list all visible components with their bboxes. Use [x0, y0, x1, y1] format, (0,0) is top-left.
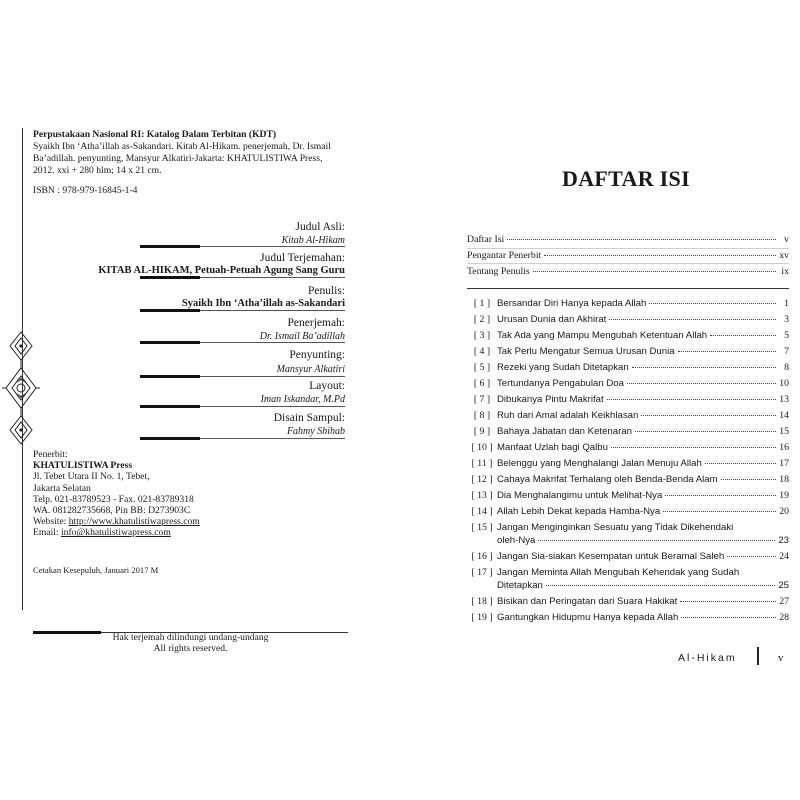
publisher-address: Jl. Tebet Utara II No. 1, Tebet,	[33, 471, 150, 483]
email-label: Email:	[33, 527, 61, 539]
toc-entry-text: Gantungkan Hidupmu Hanya kepada Allah	[497, 612, 679, 623]
publisher-address: Jakarta Selatan	[33, 482, 91, 494]
ornament-icon	[2, 328, 40, 448]
credit-value-layout: Iman Iskandar, M.Pd	[260, 394, 345, 405]
edition-note: Cetakan Kesepuluh, Januari 2017 M	[33, 565, 159, 575]
credit-value-cover-design: Fahmy Shihab	[286, 426, 345, 437]
toc-leader	[663, 511, 776, 512]
toc-entry-text: Pengantar Penerbit	[467, 250, 542, 261]
toc-chapter-number: [ 16 ]	[471, 551, 493, 562]
toc-entry-text: Dia Menghalangimu untuk Melihat-Nya	[497, 490, 663, 501]
toc-entry-text: Bisikan dan Peringatan dari Suara Hakikat	[497, 596, 678, 607]
toc-chapter-number: [ 13 ]	[471, 490, 493, 501]
toc-chapter-number: [ 10 ]	[471, 442, 493, 453]
toc-leader	[544, 255, 776, 256]
toc-chapter-row[interactable]	[467, 314, 789, 325]
toc-entry-text: Allah Lebih Dekat kepada Hamba-Nya	[497, 506, 661, 517]
toc-leader	[538, 540, 775, 541]
credit-value-original-title: Kitab Al-Hikam	[281, 235, 345, 246]
toc-page-number: 10	[779, 378, 789, 389]
toc-page-number: 20	[779, 506, 789, 517]
toc-entry-text: Tentang Penulis	[467, 266, 530, 277]
rights-line: Hak terjemah dilindungi undang-undang	[112, 632, 269, 643]
kdt-line: Syaikh Ibn ‘Atha’illah as-Sakandari. Kitab Al-Hikam. penerjemah, Dr. Ismail	[33, 141, 331, 152]
isbn: ISBN : 978-979-16845-1-4	[33, 185, 138, 196]
page-title: DAFTAR ISI	[562, 166, 690, 191]
toc-leader	[665, 495, 776, 496]
publisher-label: Penerbit:	[33, 449, 68, 460]
toc-leader	[507, 239, 776, 240]
toc-chapter-row[interactable]	[467, 410, 789, 421]
toc-chapter-number: [ 9 ]	[473, 426, 491, 437]
toc-page-number: ix	[781, 266, 789, 277]
toc-chapter-row[interactable]	[467, 474, 789, 485]
toc-leader	[705, 463, 776, 464]
toc-chapter-number: [ 5 ]	[473, 362, 491, 373]
toc-leader	[627, 383, 776, 384]
toc-chapter-row[interactable]	[467, 522, 789, 533]
toc-leader	[632, 367, 776, 368]
toc-leader	[681, 617, 776, 618]
toc-entry-text: Tertundanya Pengabulan Doa	[497, 378, 624, 389]
running-footer-title: Al-Hikam	[678, 652, 737, 664]
credit-label-translated-title: Judul Terjemahan:	[260, 252, 345, 264]
toc-entry-text-cont: oleh-Nya	[497, 535, 536, 546]
email-link[interactable]: info@khatulistiwapress.com	[60, 527, 171, 539]
footer-page-number: v	[778, 652, 784, 664]
credit-value-editor: Mansyur Alkatiri	[276, 364, 345, 375]
toc-page-number: 15	[779, 426, 789, 437]
toc-entry-text: Cahaya Makrifat Terhalang oleh Benda-Benda Alam	[497, 474, 718, 485]
website-link[interactable]: http://www.khatulistiwapress.com	[68, 516, 200, 528]
rights-line: All rights reserved.	[153, 642, 228, 654]
toc-page-number: 16	[779, 442, 789, 453]
toc-entry-text: Jangan Sia-siakan Kesempatan untuk Beramal Saleh	[497, 551, 725, 562]
toc-chapter-number: [ 14 ]	[471, 506, 493, 517]
toc-chapter-row[interactable]	[467, 298, 789, 309]
publisher-wa: WA. 081282735668, Pin BB: D273903C	[33, 505, 191, 517]
toc-page-number: 8	[784, 362, 789, 373]
toc-page-number: 18	[779, 474, 789, 485]
credit-label-cover-design: Disain Sampul:	[273, 412, 345, 424]
toc-leader	[609, 319, 776, 320]
copyright-notice	[33, 633, 348, 654]
toc-entry-text: Belenggu yang Menghalangi Jalan Menuju Allah	[497, 458, 702, 469]
toc-separator	[467, 263, 789, 264]
toc-chapter-number: [ 11 ]	[471, 458, 493, 469]
toc-leader	[611, 447, 776, 448]
toc-leader	[678, 351, 776, 352]
toc-chapter-row[interactable]	[467, 378, 789, 389]
credit-label-layout: Layout:	[309, 380, 345, 392]
toc-chapter-number: [ 18 ]	[471, 596, 493, 607]
toc-page-number: 14	[779, 410, 789, 421]
toc-leader	[727, 556, 776, 557]
toc-chapter-number: [ 3 ]	[473, 330, 491, 341]
credit-label-author: Penulis:	[307, 285, 345, 297]
toc-chapter-row[interactable]	[467, 330, 789, 341]
kdt-line: Ba’adillah. penyunting, Mansyur Alkatiri-Jakarta: KHATULISTIWA Press,	[33, 153, 323, 165]
publisher-website	[33, 516, 353, 527]
toc-chapter-number: [ 1 ]	[473, 298, 491, 309]
toc-front-row[interactable]	[467, 250, 789, 261]
toc-page-number: 28	[779, 612, 789, 623]
toc-section-divider	[467, 288, 789, 289]
toc-page-number: 5	[784, 330, 789, 341]
kdt-line: 2012. xxi + 280 hlm; 14 x 21 cm.	[33, 165, 162, 177]
toc-chapter-row[interactable]	[467, 458, 789, 469]
toc-chapter-number: [ 17 ]	[471, 567, 493, 578]
credit-divider-accent	[140, 437, 200, 440]
kdt-description	[33, 141, 363, 178]
toc-page-number: 17	[779, 458, 789, 469]
toc-page-number: 3	[784, 314, 789, 325]
toc-chapter-number: [ 19 ]	[471, 612, 493, 623]
toc-leader	[546, 585, 775, 586]
toc-page-number: 27	[779, 596, 789, 607]
credit-value-author: Syaikh Ibn ‘Atha’illah as-Sakandari	[181, 298, 345, 309]
toc-page-number: 13	[779, 394, 789, 405]
toc-entry-text: Rezeki yang Sudah Ditetapkan	[497, 362, 629, 373]
toc-chapter-row[interactable]	[467, 394, 789, 405]
toc-chapter-row[interactable]	[467, 442, 789, 453]
credit-divider-accent	[140, 375, 200, 378]
toc-chapter-row[interactable]	[467, 596, 789, 607]
footer-divider	[757, 647, 759, 665]
toc-chapter-number: [ 8 ]	[473, 410, 491, 421]
toc-page-number: 7	[784, 346, 789, 357]
toc-chapter-row[interactable]	[467, 567, 789, 578]
toc-entry-text: Bahaya Jabatan dan Ketenaran	[497, 426, 632, 437]
toc-chapter-number: [ 4 ]	[473, 346, 491, 357]
toc-entry-text: Dibukanya Pintu Makrifat	[497, 394, 604, 405]
toc-leader	[641, 415, 776, 416]
publisher-name: KHATULISTIWA Press	[33, 460, 133, 472]
toc-page-number: v	[784, 234, 789, 245]
toc-leader	[533, 271, 776, 272]
publisher-phone: Telp. 021-83789523 - Fax. 021-83789318	[33, 493, 194, 505]
toc-leader	[710, 335, 776, 336]
toc-leader	[635, 431, 776, 432]
toc-leader	[721, 479, 776, 480]
toc-entry-text: Tak Perlu Mengatur Semua Urusan Dunia	[497, 346, 675, 357]
toc-entry-text: Urusan Dunia dan Akhirat	[497, 314, 607, 325]
toc-chapter-row[interactable]	[467, 362, 789, 373]
toc-chapter-number: [ 7 ]	[473, 394, 491, 405]
website-label: Website:	[33, 516, 69, 528]
toc-page-number: 23	[778, 535, 789, 546]
toc-entry-text: Jangan Menginginkan Sesuatu yang Tidak Dikehendaki	[497, 522, 734, 533]
toc-entry-text-cont: Ditetapkan	[497, 580, 543, 591]
toc-entry-text: Ruh dari Amal adalah Keikhlasan	[497, 410, 639, 421]
credit-divider-accent	[140, 341, 200, 344]
credit-value-translator: Dr. Ismail Ba’adillah	[259, 331, 345, 342]
toc-separator	[467, 248, 789, 249]
toc-chapter-row[interactable]	[467, 506, 789, 517]
credit-divider-accent	[140, 309, 200, 312]
toc-page-number: 24	[779, 551, 789, 562]
toc-entry-text: Jangan Meminta Allah Mengubah Kehendak yang Sudah	[497, 567, 740, 578]
toc-chapter-row[interactable]	[467, 490, 789, 501]
toc-chapter-number: [ 2 ]	[473, 314, 491, 325]
toc-entry-text: Daftar Isi	[467, 234, 505, 245]
toc-entry-text: Manfaat Uzlah bagi Qalbu	[497, 442, 608, 453]
toc-chapter-number: [ 15 ]	[471, 522, 493, 533]
toc-chapter-number: [ 12 ]	[471, 474, 493, 485]
toc-chapter-row[interactable]	[467, 426, 789, 437]
toc-chapter-continuation[interactable]	[497, 535, 789, 546]
toc-chapter-row[interactable]	[467, 612, 789, 623]
credit-divider-accent	[140, 276, 200, 279]
toc-page-number: xv	[779, 250, 789, 261]
publisher-email	[33, 527, 353, 538]
credit-value-translated-title: KITAB AL-HIKAM, Petuah-Petuah Agung Sang Guru	[98, 265, 345, 276]
credit-label-editor: Penyunting:	[289, 349, 345, 361]
credit-label-translator: Penerjemah:	[287, 317, 345, 329]
toc-chapter-row[interactable]	[467, 551, 789, 562]
toc-leader	[607, 399, 776, 400]
credit-divider-accent	[140, 405, 200, 408]
kdt-title: Perpustakaan Nasional RI: Katalog Dalam Terbitan (KDT)	[33, 129, 277, 140]
toc-chapter-row[interactable]	[467, 346, 789, 357]
toc-leader	[649, 303, 776, 304]
toc-page-number: 19	[779, 490, 789, 501]
credit-divider-accent	[140, 245, 200, 248]
toc-chapter-number: [ 6 ]	[473, 378, 491, 389]
toc-entry-text: Tak Ada yang Mampu Mengubah Ketentuan Allah	[497, 330, 708, 341]
toc-chapter-continuation[interactable]	[497, 580, 789, 591]
toc-page-number: 1	[784, 298, 789, 309]
publisher-info	[33, 449, 353, 539]
toc-front-row[interactable]	[467, 234, 789, 245]
toc-entry-text: Bersandar Diri Hanya kepada Allah	[497, 298, 647, 309]
toc-page-number: 25	[778, 580, 789, 591]
credit-label-original-title: Judul Asli:	[295, 221, 345, 233]
toc-front-row[interactable]	[467, 266, 789, 277]
toc-leader	[680, 601, 776, 602]
